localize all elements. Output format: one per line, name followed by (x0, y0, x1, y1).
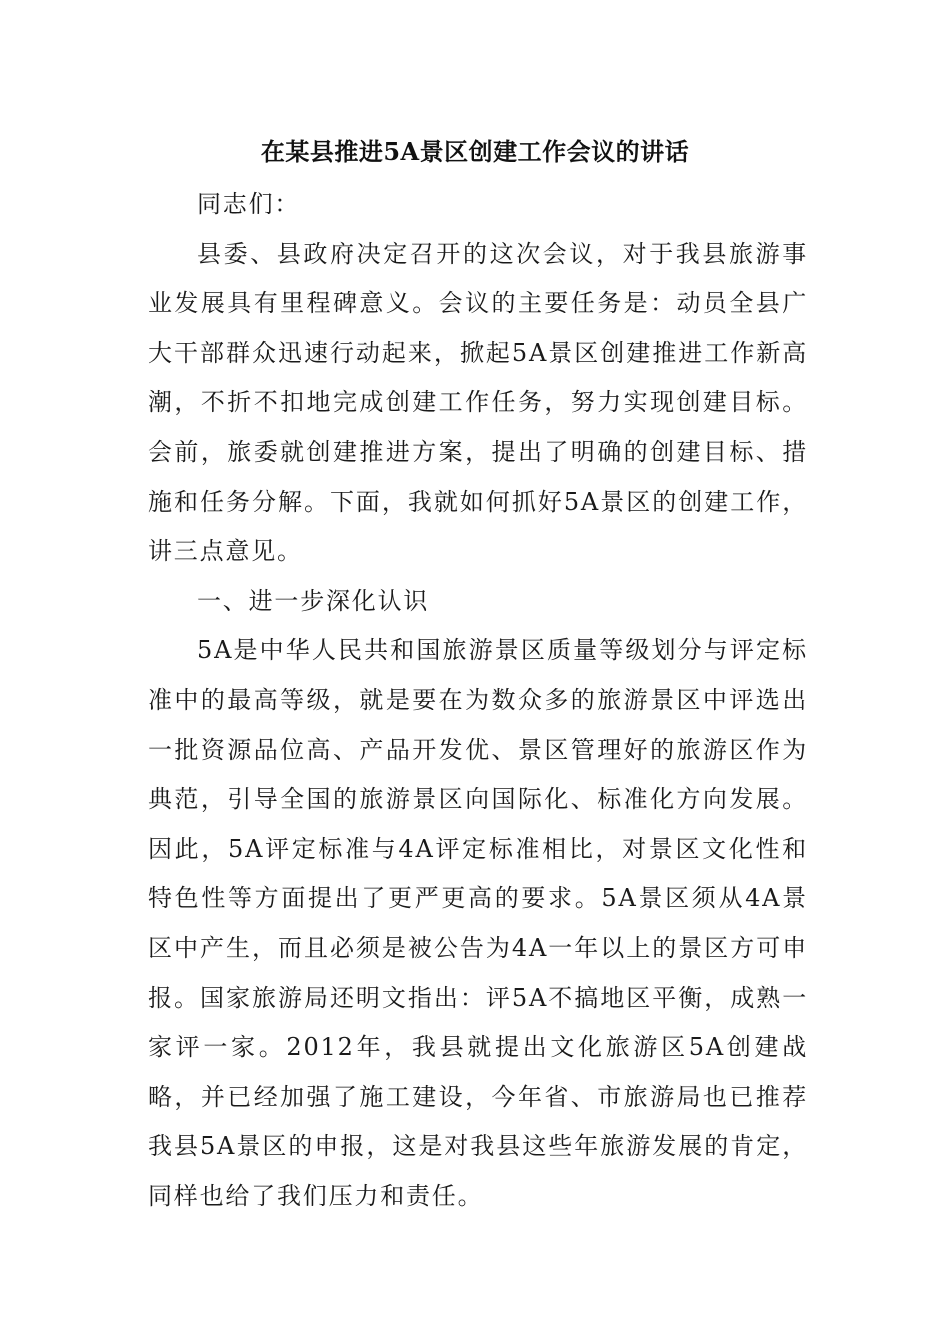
section-heading: 一、进一步深化认识 (197, 586, 430, 615)
intro-paragraph: 县委、县政府决定召开的这次会议，对于我县旅游事业发展具有里程碑意义。会议的主要任务是：动员全县广大干部群众迅速行动起来，掀起5A景区创建推进工作新高潮，不折不扣地完成创建工作任务，努力实现创建目标。会前，旅委就创建推进方案，提出了明确的创建目标、措施和任务分解。下面，我就如何抓好5A景区的创建工作，讲三点意见。 (148, 239, 808, 566)
document-title: 在某县推进5A景区创建工作会议的讲话 (260, 137, 690, 166)
section-paragraph: 5A是中华人民共和国旅游景区质量等级划分与评定标准中的最高等级，就是要在为数众多的旅游景区中评选出一批资源品位高、产品开发优、景区管理好的旅游区作为典范，引导全国的旅游景区向国际化、标准化方向发展。因此，5A评定标准与4A评定标准相比，对景区文化性和特色性等方面提出了更严更高的要求。5A景区须从4A景区中产生，而且必须是被公告为4A一年以上的景区方可申报。国家旅游局还明文指出：评5A不搞地区平衡，成熟一家评一家。2012年，我县就提出文化旅游区5A创建战略，并已经加强了施工建设，今年省、市旅游局也已推荐我县5A景区的申报，这是对我县这些年旅游发展的肯定，同样也给了我们压力和责任。 (148, 636, 808, 1210)
document-body (148, 180, 808, 1221)
salutation-paragraph: 同志们： (197, 190, 301, 218)
